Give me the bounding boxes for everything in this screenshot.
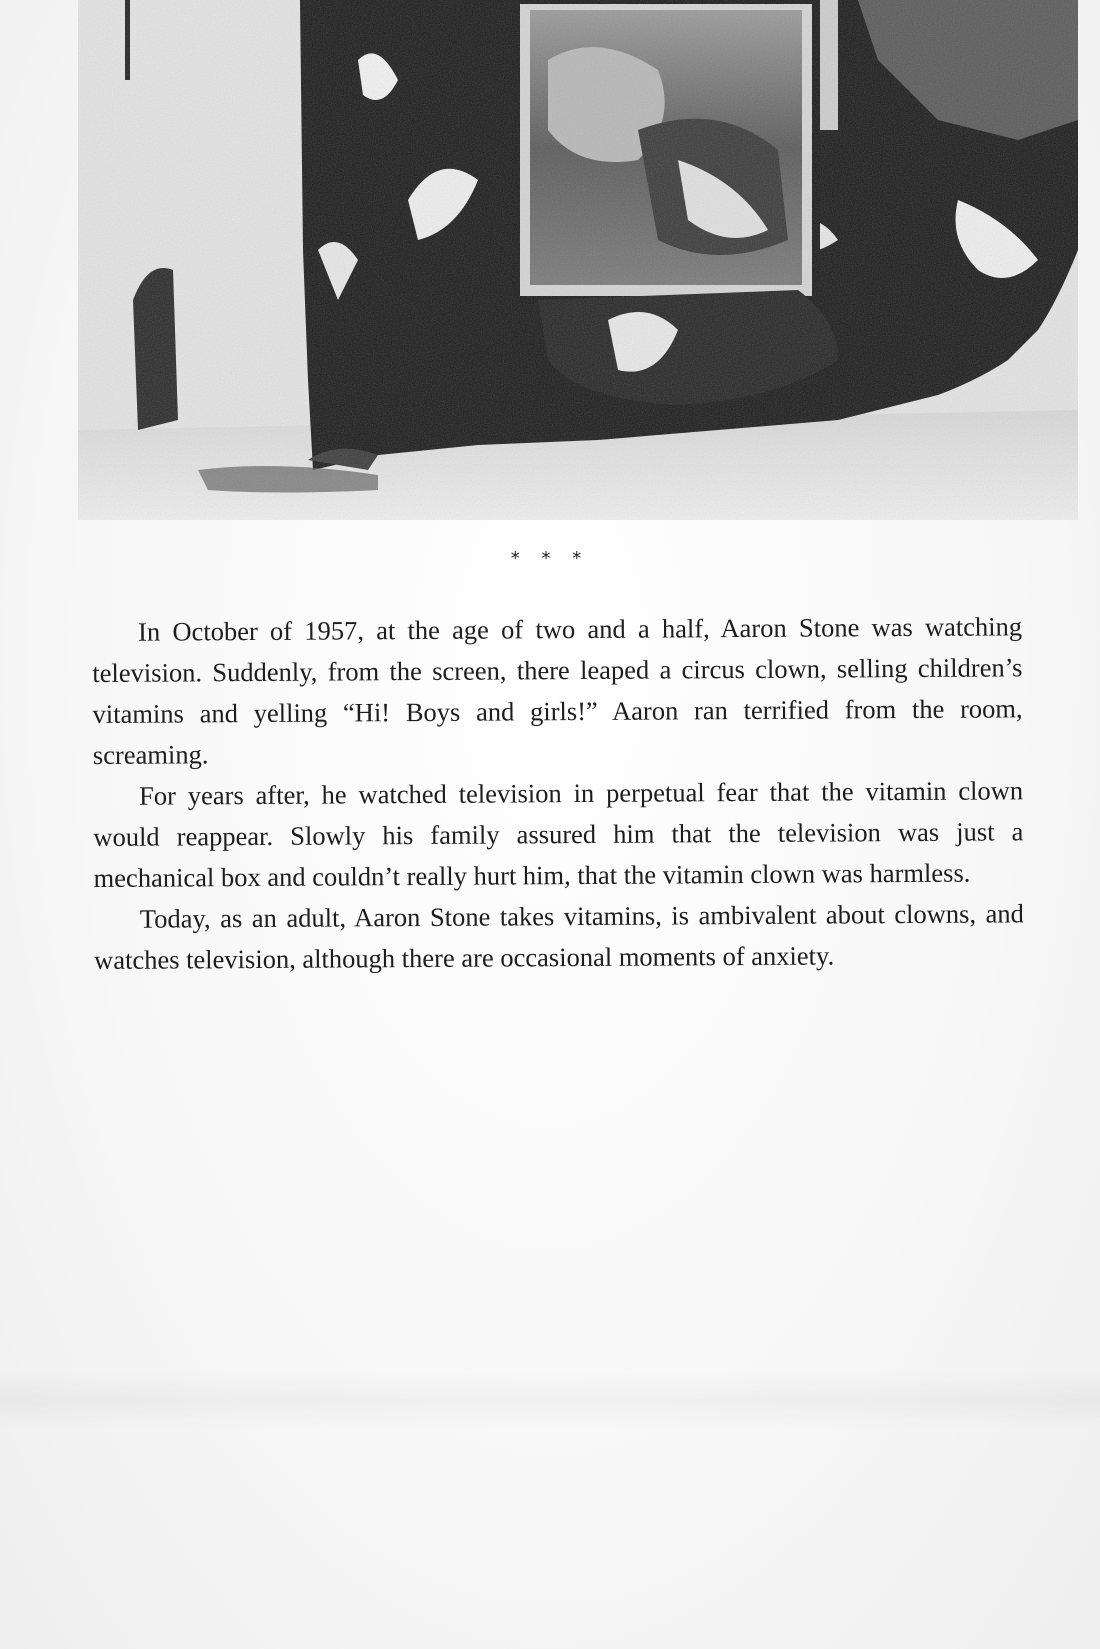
- halftone-grain: [78, 0, 1078, 520]
- printed-photo: [78, 0, 1078, 560]
- television-photo-graphic: [78, 0, 1078, 560]
- paragraph: In October of 1957, at the age of two and a half, Aaron Stone was watching television. Suddenly, from the screen, there leaped a circus clown, selling children’s vitamins and yelling “Hi! Boys and girls!” Aaron ran terrified from the room, screaming.: [92, 611, 1023, 770]
- story-text: [92, 606, 1024, 981]
- paragraph: Today, as an adult, Aaron Stone takes vitamins, is ambivalent about clowns, and watches television, although there are occasional moments of anxiety.: [94, 898, 1024, 975]
- paragraph: For years after, he watched television in perpetual fear that the vitamin clown would reappear. Slowly his family assured him that the television was just a mechanical box and couldn’t really hurt him, that the vitamin clown was harmless.: [93, 775, 1024, 893]
- section-divider: * * *: [510, 548, 590, 569]
- fabric-fold: [0, 1370, 1100, 1430]
